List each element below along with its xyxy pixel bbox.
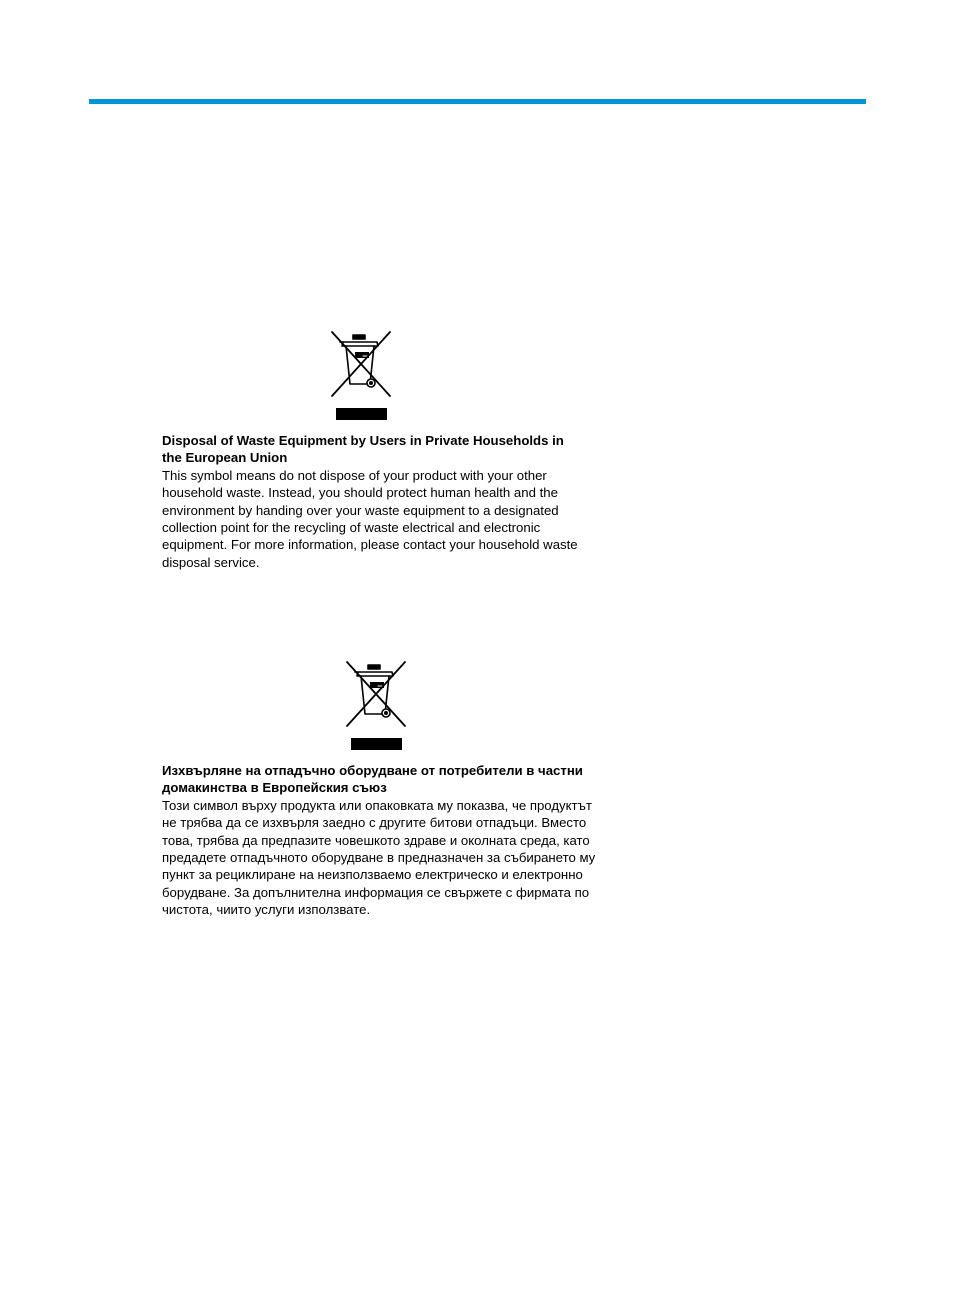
header-rule: [89, 99, 866, 104]
weee-notice-bulgarian: [162, 762, 607, 919]
notice-body: This symbol means do not dispose of your product with your other household waste. Instead, you should protect human health and the environment by handing over your waste equipment to a designated collection point for the recycling of waste electrical and electronic equipment. For more information, please contact your household waste disposal service.: [162, 467, 578, 570]
notice-body: Този символ върху продукта или опаковката му показва, че продуктът не трябва да се изхвърля заедно с другите битови отпадъци. Вместо това, трябва да предпазите човешкото здраве и околната среда, като предадете отпадъчното оборудване в предназначен за събирането му пункт за рециклиране на неизползваемо електрическо и електронно борудване. За допълнителна информация се свържете с фирмата по чистота, чиито услуги използвате.: [162, 797, 596, 918]
weee-notice-english: [162, 432, 582, 571]
notice-title: Изхвърляне на отпадъчно оборудване от потребители в частни домакинства в Европейския съюз: [162, 763, 583, 796]
crossed-out-wheelie-bin-icon: [344, 660, 408, 752]
crossed-out-wheelie-bin-icon: [329, 330, 393, 422]
notice-title: Disposal of Waste Equipment by Users in Private Households in the European Union: [162, 433, 564, 466]
